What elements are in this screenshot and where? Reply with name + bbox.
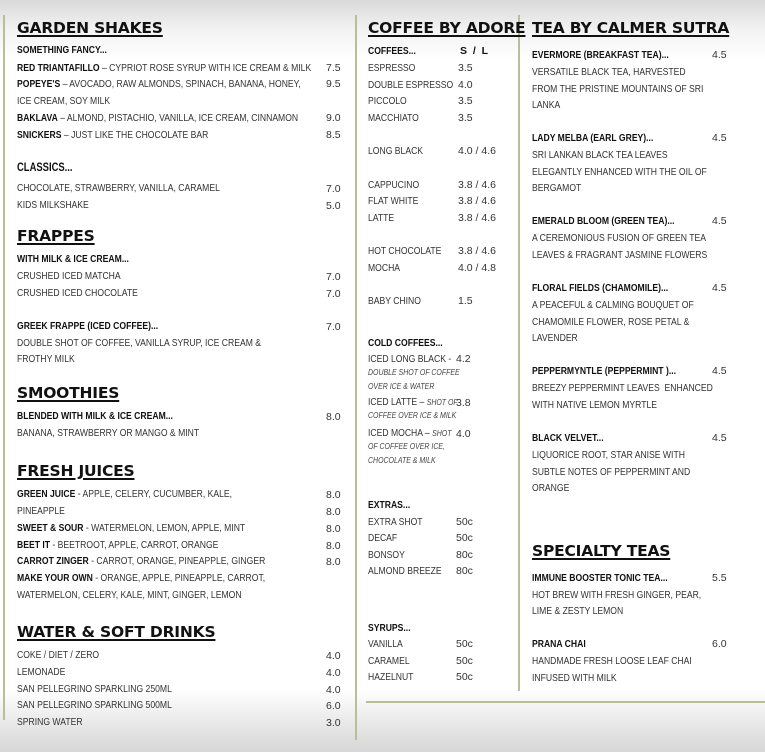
menu-item: CRUSHED ICED CHOCOLATE (17, 287, 138, 299)
price: 8.0 (326, 540, 341, 552)
menu-item-desc: INFUSED WITH MILK (532, 672, 617, 684)
menu-item-desc: VERSATILE BLACK TEA, HARVESTED (532, 66, 686, 78)
size-header: S / L (460, 45, 489, 57)
menu-item: BAKLAVA – ALMOND, PISTACHIO, VANILLA, ICE CREAM, CINNAMON (17, 112, 299, 124)
menu-item-desc: CHOCOLATE & MILK (368, 455, 436, 465)
subsection-label: COFFEES... (368, 45, 416, 57)
section-title: TEA BY CALMER SUTRA (532, 19, 730, 37)
menu-item: HAZELNUT (368, 671, 414, 683)
menu-item: ICED LATTE – SHOT OF (368, 396, 458, 408)
menu-item: PICCOLO (368, 95, 407, 107)
menu-item-desc: COFFEE OVER ICE & MILK (368, 410, 457, 420)
menu-item: IMMUNE BOOSTER TONIC TEA... (532, 572, 668, 584)
menu-item: MACCHIATO (368, 112, 419, 124)
price: 50c (456, 671, 473, 683)
subsection-label: WITH MILK & ICE CREAM... (17, 253, 129, 265)
menu-item-desc: LANKA (532, 99, 561, 111)
price: 4.0 / 4.8 (458, 262, 496, 274)
menu-item: COKE / DIET / ZERO (17, 649, 100, 661)
menu-item: LATTE (368, 212, 395, 224)
section-title: FRESH JUICES (17, 462, 135, 480)
price: 4.5 (712, 365, 727, 377)
menu-item: CRUSHED ICED MATCHA (17, 270, 121, 282)
menu-item-desc: A PEACEFUL & CALMING BOUQUET OF (532, 299, 694, 311)
price: 4.5 (712, 282, 727, 294)
menu-item-desc: BREEZY PEPPERMINT LEAVES ENHANCED (532, 382, 713, 394)
price: 3.5 (458, 95, 473, 107)
menu-item-desc: LAVENDER (532, 332, 578, 344)
price: 4.0 (326, 667, 341, 679)
menu-item-desc: HANDMADE FRESH LOOSE LEAF CHAI (532, 655, 692, 667)
price: 50c (456, 655, 473, 667)
price: 3.8 / 4.6 (458, 245, 496, 257)
menu-item-desc: HOT BREW WITH FRESH GINGER, PEAR, (532, 589, 702, 601)
menu-item: SPRING WATER (17, 716, 83, 728)
price: 80c (456, 549, 473, 561)
price: 8.0 (326, 556, 341, 568)
menu-item-desc: CHAMOMILE FLOWER, ROSE PETAL & (532, 316, 690, 328)
price: 8.0 (326, 506, 341, 518)
menu-item: BLACK VELVET... (532, 432, 604, 444)
menu-item-desc: ORANGE (532, 482, 570, 494)
menu-item: BEET IT - BEETROOT, APPLE, CARROT, ORANGE (17, 539, 219, 551)
menu-item-desc: A CEREMONIOUS FUSION OF GREEN TEA (532, 232, 706, 244)
menu-item-desc: ICE CREAM, SOY MILK (17, 95, 111, 107)
menu-item: ICED MOCHA – SHOT (368, 427, 452, 439)
menu-item: GREEN JUICE - APPLE, CELERY, CUCUMBER, KALE, (17, 488, 233, 500)
price: 50c (456, 532, 473, 544)
price: 7.0 (326, 183, 341, 195)
menu-item: SNICKERS – JUST LIKE THE CHOCOLATE BAR (17, 129, 209, 141)
menu-item: HOT CHOCOLATE (368, 245, 442, 257)
price: 9.0 (326, 112, 341, 124)
menu-item-desc: SRI LANKAN BLACK TEA LEAVES (532, 149, 668, 161)
menu-item: CAPPUCINO (368, 179, 420, 191)
menu-item: ALMOND BREEZE (368, 565, 442, 577)
price: 3.5 (458, 112, 473, 124)
price: 4.2 (456, 353, 471, 365)
price: 3.8 / 4.6 (458, 179, 496, 191)
price: 4.5 (712, 49, 727, 61)
price: 50c (456, 638, 473, 650)
price: 3.8 / 4.6 (458, 195, 496, 207)
price: 7.0 (326, 321, 341, 333)
price: 4.5 (712, 132, 727, 144)
menu-item-desc: FROTHY MILK (17, 353, 75, 365)
section-title: SMOOTHIES (17, 384, 120, 402)
subsection-label: COLD COFFEES... (368, 337, 443, 349)
bottom-rule-tea (520, 701, 765, 703)
price: 50c (456, 516, 473, 528)
menu-item: DECAF (368, 532, 398, 544)
price: 7.0 (326, 288, 341, 300)
menu-item: SWEET & SOUR - WATERMELON, LEMON, APPLE, MINT (17, 522, 246, 534)
price: 1.5 (458, 295, 473, 307)
menu-item-desc: WITH NATIVE LEMON MYRTLE (532, 399, 658, 411)
price: 3.5 (458, 62, 473, 74)
menu-item: LADY MELBA (EARL GREY)... (532, 132, 654, 144)
section-title: SPECIALTY TEAS (532, 542, 671, 560)
section-title: WATER & SOFT DRINKS (17, 623, 216, 641)
menu-item-desc: DOUBLE SHOT OF COFFEE, VANILLA SYRUP, ICE CREAM & (17, 337, 262, 349)
menu-item: EVERMORE (BREAKFAST TEA)... (532, 49, 669, 61)
menu-item: CARAMEL (368, 655, 410, 667)
menu-item: ESPRESSO (368, 62, 416, 74)
menu-item: FLORAL FIELDS (CHAMOMILE)... (532, 282, 669, 294)
menu-item-desc: OF COFFEE OVER ICE, (368, 441, 445, 451)
price: 4.0 (326, 684, 341, 696)
price: 3.0 (326, 717, 341, 729)
menu-item: BONSOY (368, 549, 405, 561)
menu-item: CHOCOLATE, STRAWBERRY, VANILLA, CARAMEL (17, 182, 220, 194)
left-border (3, 15, 5, 720)
price: 4.5 (712, 215, 727, 227)
menu-item: RED TRIANTAFILLO – CYPRIOT ROSE SYRUP WITH ICE CREAM & MILK (17, 62, 312, 74)
menu-item: PRANA CHAI (532, 638, 586, 650)
price: 7.0 (326, 271, 341, 283)
menu-item: BLENDED WITH MILK & ICE CREAM... (17, 410, 173, 422)
menu-item: PINEAPPLE (17, 505, 65, 517)
price: 6.0 (326, 700, 341, 712)
menu-item: ICED LONG BLACK - (368, 353, 452, 365)
menu-item-desc: OVER ICE & WATER (368, 381, 435, 391)
menu-item: MOCHA (368, 262, 401, 274)
menu-item-desc: DOUBLE SHOT OF COFFEE (368, 367, 460, 377)
price: 4.5 (712, 432, 727, 444)
price: 4.0 / 4.6 (458, 145, 496, 157)
price: 8.5 (326, 129, 341, 141)
subsection-label: SYRUPS... (368, 622, 411, 634)
subsection-label: EXTRAS... (368, 499, 411, 511)
bottom-rule-coffee (366, 701, 520, 703)
menu-item-desc: SUBTLE NOTES OF PEPPERMINT AND (532, 466, 691, 478)
price: 3.8 / 4.6 (458, 212, 496, 224)
price: 5.5 (712, 572, 727, 584)
section-title: GARDEN SHAKES (17, 19, 163, 37)
menu-item: SAN PELLEGRINO SPARKLING 250ML (17, 683, 172, 695)
menu-item: POPEYE'S – AVOCADO, RAW ALMONDS, SPINACH, BANANA, HONEY, (17, 78, 301, 90)
menu-item: SAN PELLEGRINO SPARKLING 500ML (17, 699, 172, 711)
menu-item: LONG BLACK (368, 145, 424, 157)
price: 8.0 (326, 411, 341, 423)
menu-item-desc: ELEGANTLY ENHANCED WITH THE OIL OF (532, 166, 707, 178)
section-title: COFFEE BY ADORE (368, 19, 526, 37)
price: 4.0 (326, 650, 341, 662)
section-title: FRAPPES (17, 227, 95, 245)
menu-item: DOUBLE ESPRESSO (368, 79, 454, 91)
menu-item: LEMONADE (17, 666, 66, 678)
menu-item-desc: WATERMELON, CELERY, KALE, MINT, GINGER, LEMON (17, 589, 242, 601)
menu-item: GREEK FRAPPE (ICED COFFEE)... (17, 320, 159, 332)
price: 4.0 (458, 79, 473, 91)
price: 80c (456, 565, 473, 577)
menu-item-desc: LIQUORICE ROOT, STAR ANISE WITH (532, 449, 685, 461)
price: 6.0 (712, 638, 727, 650)
menu-item: FLAT WHITE (368, 195, 419, 207)
price: 7.5 (326, 62, 341, 74)
menu-item: EMERALD BLOOM (GREEN TEA)... (532, 215, 675, 227)
menu-item: VANILLA (368, 638, 403, 650)
price: 5.0 (326, 200, 341, 212)
menu-item-desc: LEAVES & FRAGRANT JASMINE FLOWERS (532, 249, 708, 261)
menu-item: BABY CHINO (368, 295, 421, 307)
menu-item: PEPPERMYNTLE (PEPPERMINT )... (532, 365, 676, 377)
subsection-label: SOMETHING FANCY... (17, 44, 107, 56)
menu-item: KIDS MILKSHAKE (17, 199, 89, 211)
menu-item: CARROT ZINGER - CARROT, ORANGE, PINEAPPLE, GINGER (17, 555, 266, 567)
menu-item-desc: BANANA, STRAWBERRY OR MANGO & MINT (17, 427, 200, 439)
menu-item: EXTRA SHOT (368, 516, 423, 528)
price: 3.8 (456, 397, 471, 409)
menu-item-desc: FROM THE PRISTINE MOUNTAINS OF SRI (532, 83, 704, 95)
menu-item: MAKE YOUR OWN - ORANGE, APPLE, PINEAPPLE, CARROT, (17, 572, 266, 584)
price: 9.5 (326, 78, 341, 90)
price: 8.0 (326, 523, 341, 535)
column-divider-2 (518, 15, 520, 691)
subsection-label: CLASSICS... (17, 162, 73, 174)
price: 4.0 (456, 428, 471, 440)
menu-item-desc: BERGAMOT (532, 182, 582, 194)
menu-item-desc: LIME & ZESTY LEMON (532, 605, 624, 617)
price: 8.0 (326, 489, 341, 501)
